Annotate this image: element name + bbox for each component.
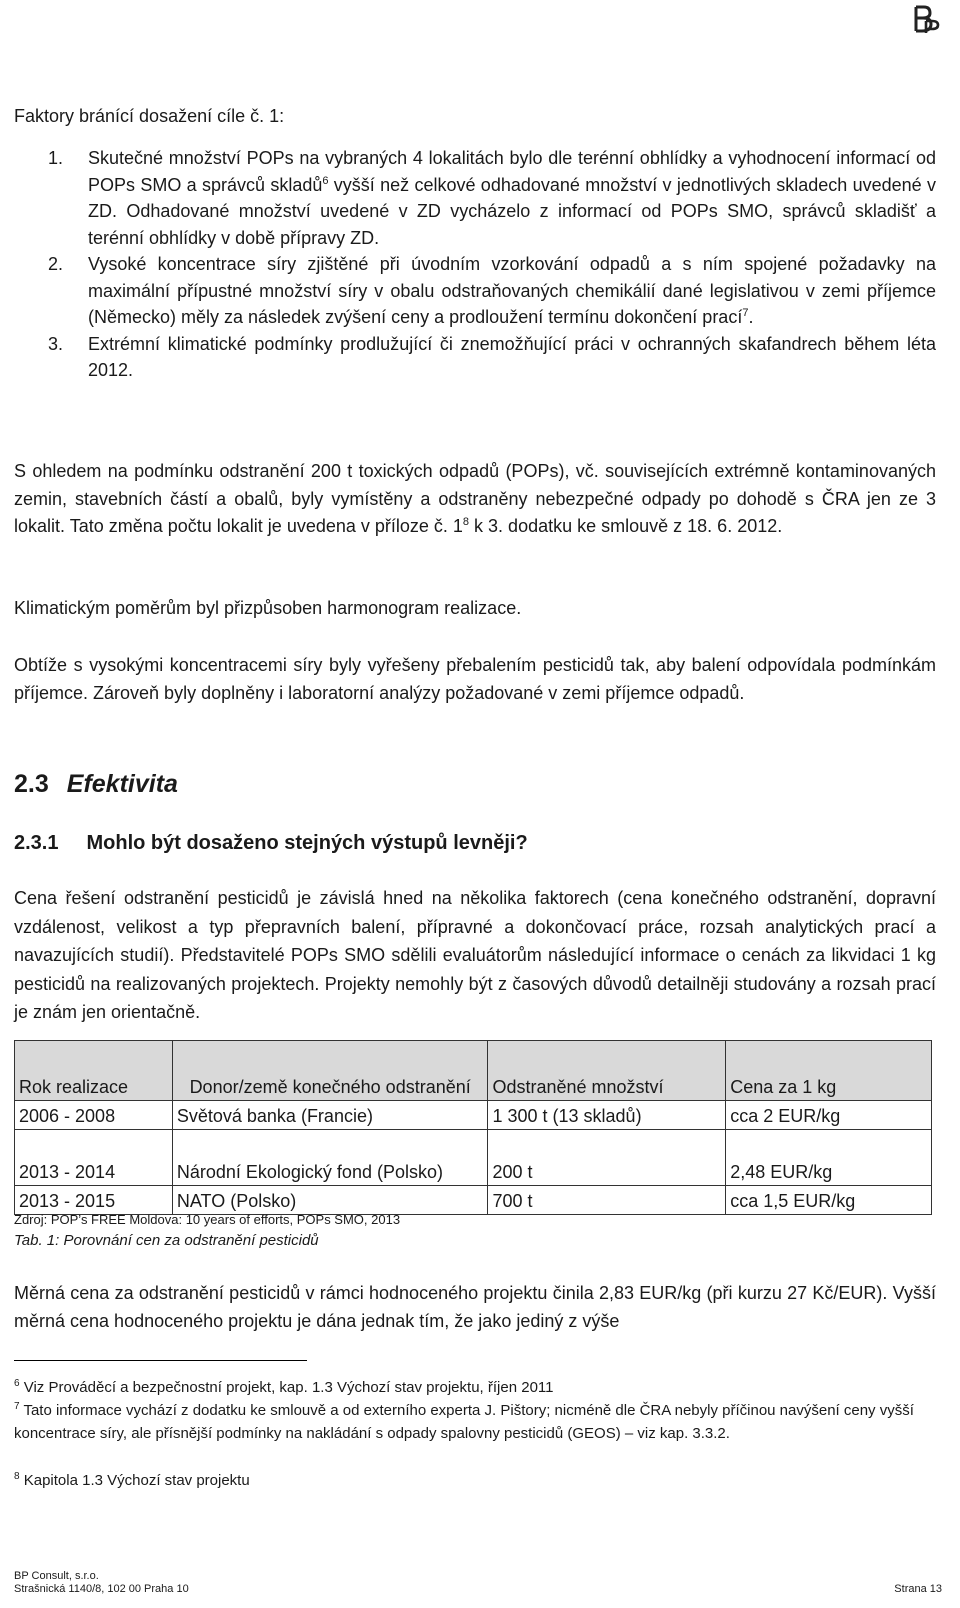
footnote-number: 7 bbox=[14, 1401, 20, 1412]
paragraph: Cena řešení odstranění pesticidů je závislá hned na několika faktorech (cena konečného odstranění, dopravní vzdálenost, velikost a typ přepravních balení, přípravné a dokončovací práce, rozsah analytických prací a navazujících studií). Představitelé POPs SMO sdělili evaluátorům následující informace o cenách za likvidaci 1 kg pesticidů na realizovaných projektech. Projekty nemohly být z časových důvodů detailněji studovány a rozsah prací je znám jen orientačně. bbox=[14, 888, 936, 1022]
column-header: Rok realizace bbox=[15, 1041, 173, 1101]
footnote-text: Viz Prováděcí a bezpečnostní projekt, kap. 1.3 Výchozí stav projektu, říjen 2011 bbox=[19, 1379, 554, 1396]
table-cell: 1 300 t (13 skladů) bbox=[488, 1101, 726, 1130]
table-cell: cca 2 EUR/kg bbox=[726, 1101, 932, 1130]
list-item-number: 2. bbox=[48, 254, 64, 274]
footnote-ref[interactable]: 6 bbox=[322, 174, 329, 187]
table-cell: 2,48 EUR/kg bbox=[726, 1130, 932, 1186]
bp-consult-logo-icon bbox=[910, 4, 940, 34]
list-item-text: Extrémní klimatické podmínky prodlužující či znemožňující práci v ochranných skafandrech během léta 2012. bbox=[88, 333, 936, 380]
footnote-number: 6 bbox=[14, 1378, 20, 1389]
list-item-number: 3. bbox=[48, 333, 64, 354]
paragraph-text: S ohledem na podmínku odstranění 200 t toxických odpadů (POPs), vč. souvisejících extrémně kontaminovaných zemin, stavebních částí a obalů, byly vymístěny a odstraněny nebezpečné odpady po dohodě s ČRA jen ze 3 lokalit. Tato změna počtu lokalit je uvedena v příloze č. 1 bbox=[14, 461, 936, 536]
table-cell: Národní Ekologický fond (Polsko) bbox=[172, 1130, 488, 1186]
table-cell: 2006 - 2008 bbox=[15, 1101, 173, 1130]
table-cell: 700 t bbox=[488, 1186, 726, 1215]
table-cell: cca 1,5 EUR/kg bbox=[726, 1186, 932, 1215]
column-header: Donor/země konečného odstranění bbox=[172, 1041, 488, 1101]
table-header-row bbox=[15, 1041, 932, 1101]
list-item bbox=[14, 145, 936, 251]
table-cell: 200 t bbox=[488, 1130, 726, 1186]
table-cell: 2013 - 2014 bbox=[15, 1130, 173, 1186]
paragraph-text: k 3. dodatku ke smlouvě z 18. 6. 2012. bbox=[469, 516, 783, 536]
footer-company: BP Consult, s.r.o. bbox=[14, 1570, 99, 1582]
footnote bbox=[14, 1399, 936, 1445]
paragraph bbox=[14, 458, 936, 541]
subsection-title: Mohlo být dosaženo stejných výstupů levněji? bbox=[86, 832, 528, 854]
table-row bbox=[15, 1101, 932, 1130]
footnote bbox=[14, 1376, 936, 1399]
section-number: 2.3 bbox=[14, 770, 49, 798]
table-row bbox=[15, 1130, 932, 1186]
list-item-number: 1. bbox=[48, 148, 64, 168]
section-heading bbox=[14, 770, 178, 799]
subsection-heading bbox=[14, 832, 528, 855]
table-cell: NATO (Polsko) bbox=[172, 1186, 488, 1215]
list-item bbox=[14, 331, 936, 384]
list-item-text: Vysoké koncentrace síry zjištěné při úvodním vzorkování odpadů a s ním spojené požadavky na maximální přípustné množství síry v obalu odstraňovaných chemikálií dané legislativou v zemi příjemce (Německo) měly za následek zvýšení ceny a prodloužení termínu dokončení prací bbox=[88, 254, 936, 327]
subsection-number: 2.3.1 bbox=[14, 832, 59, 854]
paragraph: Měrná cena za odstranění pesticidů v rámci hodnoceného projektu činila 2,83 EUR/kg (při kurzu 27 Kč/EUR). Vyšší měrná cena hodnoceného projektu je dána jednak tím, že jako jediný z výše bbox=[14, 1283, 936, 1331]
factors-list bbox=[14, 145, 936, 384]
footnote-ref[interactable]: 8 bbox=[462, 516, 470, 528]
footnote-number: 8 bbox=[14, 1471, 20, 1482]
footnote-text: Kapitola 1.3 Výchozí stav projektu bbox=[19, 1472, 250, 1489]
footnote-ref[interactable]: 7 bbox=[742, 307, 749, 319]
table-row bbox=[15, 1186, 932, 1215]
section-title: Efektivita bbox=[66, 770, 178, 798]
column-header: Odstraněné množství bbox=[488, 1041, 726, 1101]
list-item-text: vyšší než celkové odhadované množství v jednotlivých skladech uvedené v ZD. Odhadované množství uvedené v ZD vycházelo z informací od POPs SMO, správců skladišť a terénní obhlídky v době přípravy ZD. bbox=[88, 174, 936, 248]
column-header: Cena za 1 kg bbox=[726, 1041, 932, 1101]
footnote bbox=[14, 1469, 936, 1492]
page-number: Strana 13 bbox=[894, 1583, 942, 1595]
table-cell: Světová banka (Francie) bbox=[172, 1101, 488, 1130]
list-item-text: Skutečné množství POPs na vybraných 4 lokalitách bylo dle terénní obhlídky a vyhodnocení informací od POPs SMO a správců skladů bbox=[88, 148, 936, 195]
factors-intro: Faktory bránící dosažení cíle č. 1: bbox=[14, 106, 285, 126]
table-source: Zdroj: POP’s FREE Moldova: 10 years of efforts, POPs SMO, 2013 bbox=[14, 1212, 401, 1227]
list-item-text: . bbox=[748, 307, 754, 327]
paragraph: Klimatickým poměrům byl přizpůsoben harmonogram realizace. bbox=[14, 598, 522, 618]
paragraph: Obtíže s vysokými koncentracemi síry byly vyřešeny přebalením pesticidů tak, aby balení odpovídala podmínkám příjemce. Zároveň byly doplněny i laboratorní analýzy požadované v zemi příjemce odpadů. bbox=[14, 655, 936, 703]
price-comparison-table bbox=[14, 1040, 932, 1215]
table-cell: 2013 - 2015 bbox=[15, 1186, 173, 1215]
footnote-separator bbox=[14, 1360, 307, 1361]
list-item bbox=[14, 251, 936, 331]
footnote-text: Tato informace vychází z dodatku ke smlouvě a od externího experta J. Pištory; nicméně dle ČRA nebyly příčinou navýšení ceny vyšší koncentrace síry, ale přísnější podmínky na nakládání s odpady spalovny pesticidů (GEOS) – viz kap. 3.3.2. bbox=[14, 1402, 914, 1442]
table-caption: Tab. 1: Porovnání cen za odstranění pesticidů bbox=[14, 1232, 319, 1249]
footer-address: Strašnická 1140/8, 102 00 Praha 10 bbox=[14, 1583, 189, 1595]
